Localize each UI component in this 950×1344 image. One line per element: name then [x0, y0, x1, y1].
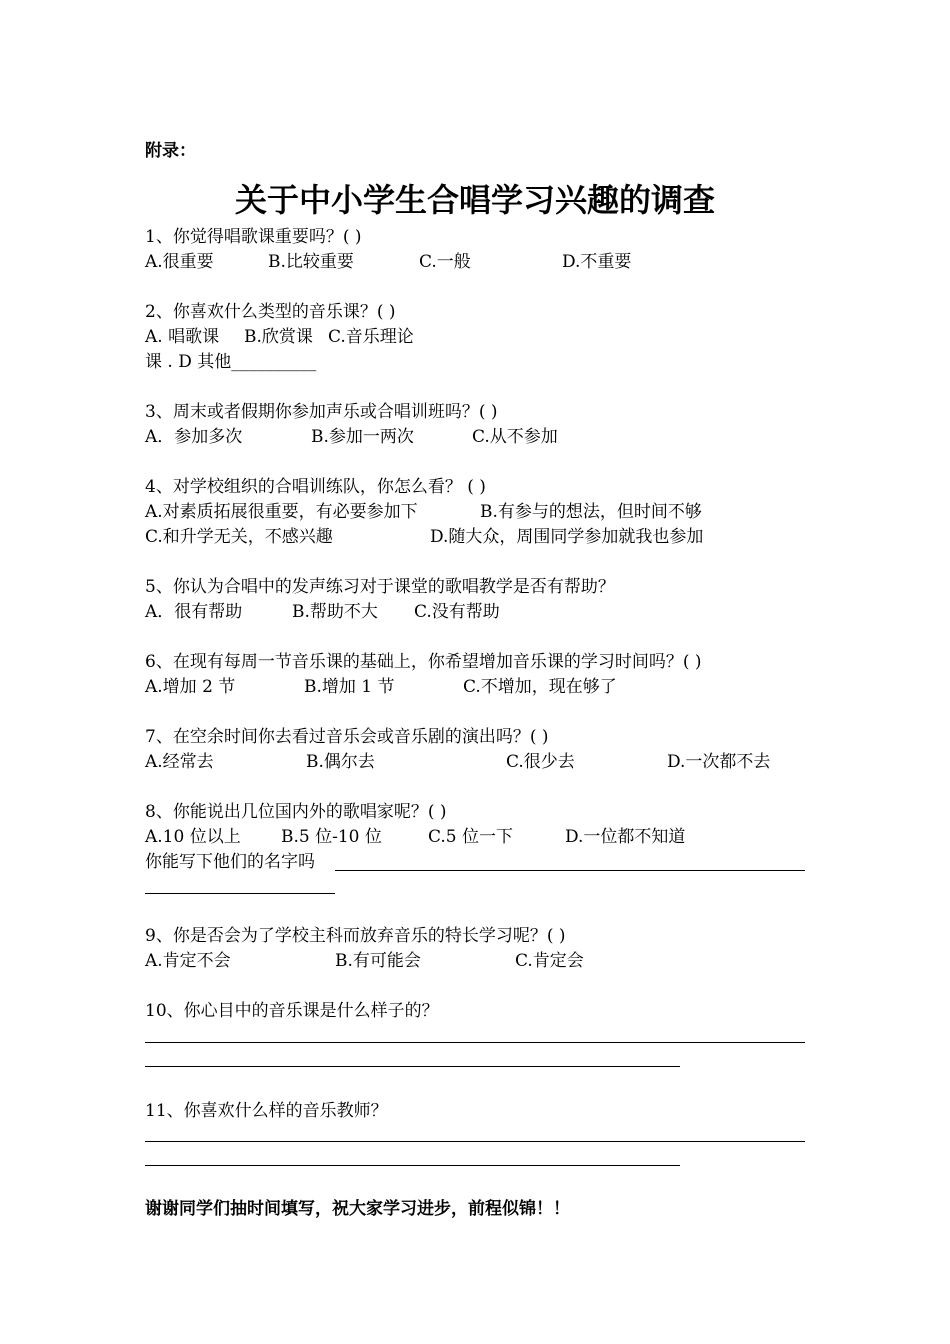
option-2b: B.欣赏课 [244, 327, 313, 347]
option-4b: B.有参与的想法，但时间不够 [480, 502, 702, 522]
question-1: 1、你觉得唱歌课重要吗？( ) [145, 227, 362, 247]
option-7b: B.偶尔去 [306, 752, 375, 772]
option-1b: B.比较重要 [268, 252, 354, 272]
option-5c: C.没有帮助 [414, 602, 500, 622]
answer-line-11b[interactable] [145, 1165, 680, 1166]
option-5b: B.帮助不大 [292, 602, 378, 622]
option-3b: B.参加一两次 [311, 427, 414, 447]
question-8-continuation: 你能写下他们的名字吗 [145, 852, 315, 872]
option-6a: A.增加 2 节 [145, 677, 236, 697]
answer-line-8b[interactable] [145, 893, 335, 894]
option-9a: A.肯定不会 [145, 951, 231, 971]
question-9: 9、你是否会为了学校主科而放弃音乐的特长学习呢？( ) [145, 926, 566, 946]
option-7a: A.经常去 [145, 752, 214, 772]
option-2a: A. 唱歌课 [145, 327, 220, 347]
option-7d: D.一次都不去 [667, 752, 771, 772]
closing-message: 谢谢同学们抽时间填写，祝大家学习进步，前程似锦！！ [145, 1199, 570, 1219]
answer-line-10b[interactable] [145, 1066, 680, 1067]
answer-line-11a[interactable] [145, 1141, 805, 1142]
option-2c: C.音乐理论 [328, 327, 414, 347]
question-7: 7、在空余时间你去看过音乐会或音乐剧的演出吗？( ) [145, 727, 549, 747]
page-title: 关于中小学生合唱学习兴趣的调查 [234, 181, 715, 219]
option-6c: C.不增加，现在够了 [463, 677, 617, 697]
question-4: 4、对学校组织的合唱训练队，你怎么看？ ( ) [145, 477, 486, 497]
question-11: 11、你喜欢什么样的音乐教师？ [145, 1101, 388, 1121]
question-3: 3、周末或者假期你参加声乐或合唱训班吗？( ) [145, 402, 498, 422]
question-2: 2、你喜欢什么类型的音乐课？( ) [145, 302, 396, 322]
appendix-label: 附录： [145, 141, 196, 161]
option-3c: C.从不参加 [472, 427, 558, 447]
option-1a: A.很重要 [145, 252, 214, 272]
question-6: 6、在现有每周一节音乐课的基础上，你希望增加音乐课的学习时间吗？( ) [145, 652, 702, 672]
option-9c: C.肯定会 [515, 951, 584, 971]
option-4d: D.随大众，周围同学参加就我也参加 [430, 527, 704, 547]
question-10: 10、你心目中的音乐课是什么样子的？ [145, 1001, 439, 1021]
question-2-continuation: 课 . D 其他__________ [145, 352, 317, 372]
option-1c: C.一般 [419, 252, 471, 272]
answer-line-10a[interactable] [145, 1042, 805, 1043]
option-6b: B.增加 1 节 [304, 677, 395, 697]
option-9b: B.有可能会 [335, 951, 421, 971]
option-4c: C.和升学无关，不感兴趣 [145, 527, 333, 547]
option-3a: A．参加多次 [145, 427, 243, 447]
option-8b: B.5 位-10 位 [281, 827, 382, 847]
answer-line-8a[interactable] [335, 870, 805, 871]
question-5: 5、你认为合唱中的发声练习对于课堂的歌唱教学是否有帮助？ [145, 577, 615, 597]
option-8d: D.一位都不知道 [565, 827, 686, 847]
option-1d: D.不重要 [562, 252, 632, 272]
option-5a: A．很有帮助 [145, 602, 243, 622]
option-7c: C.很少去 [506, 752, 575, 772]
question-8: 8、你能说出几位国内外的歌唱家呢？( ) [145, 802, 447, 822]
option-8c: C.5 位一下 [428, 827, 514, 847]
option-4a: A.对素质拓展很重要，有必要参加下 [145, 502, 418, 522]
option-8a: A.10 位以上 [145, 827, 241, 847]
